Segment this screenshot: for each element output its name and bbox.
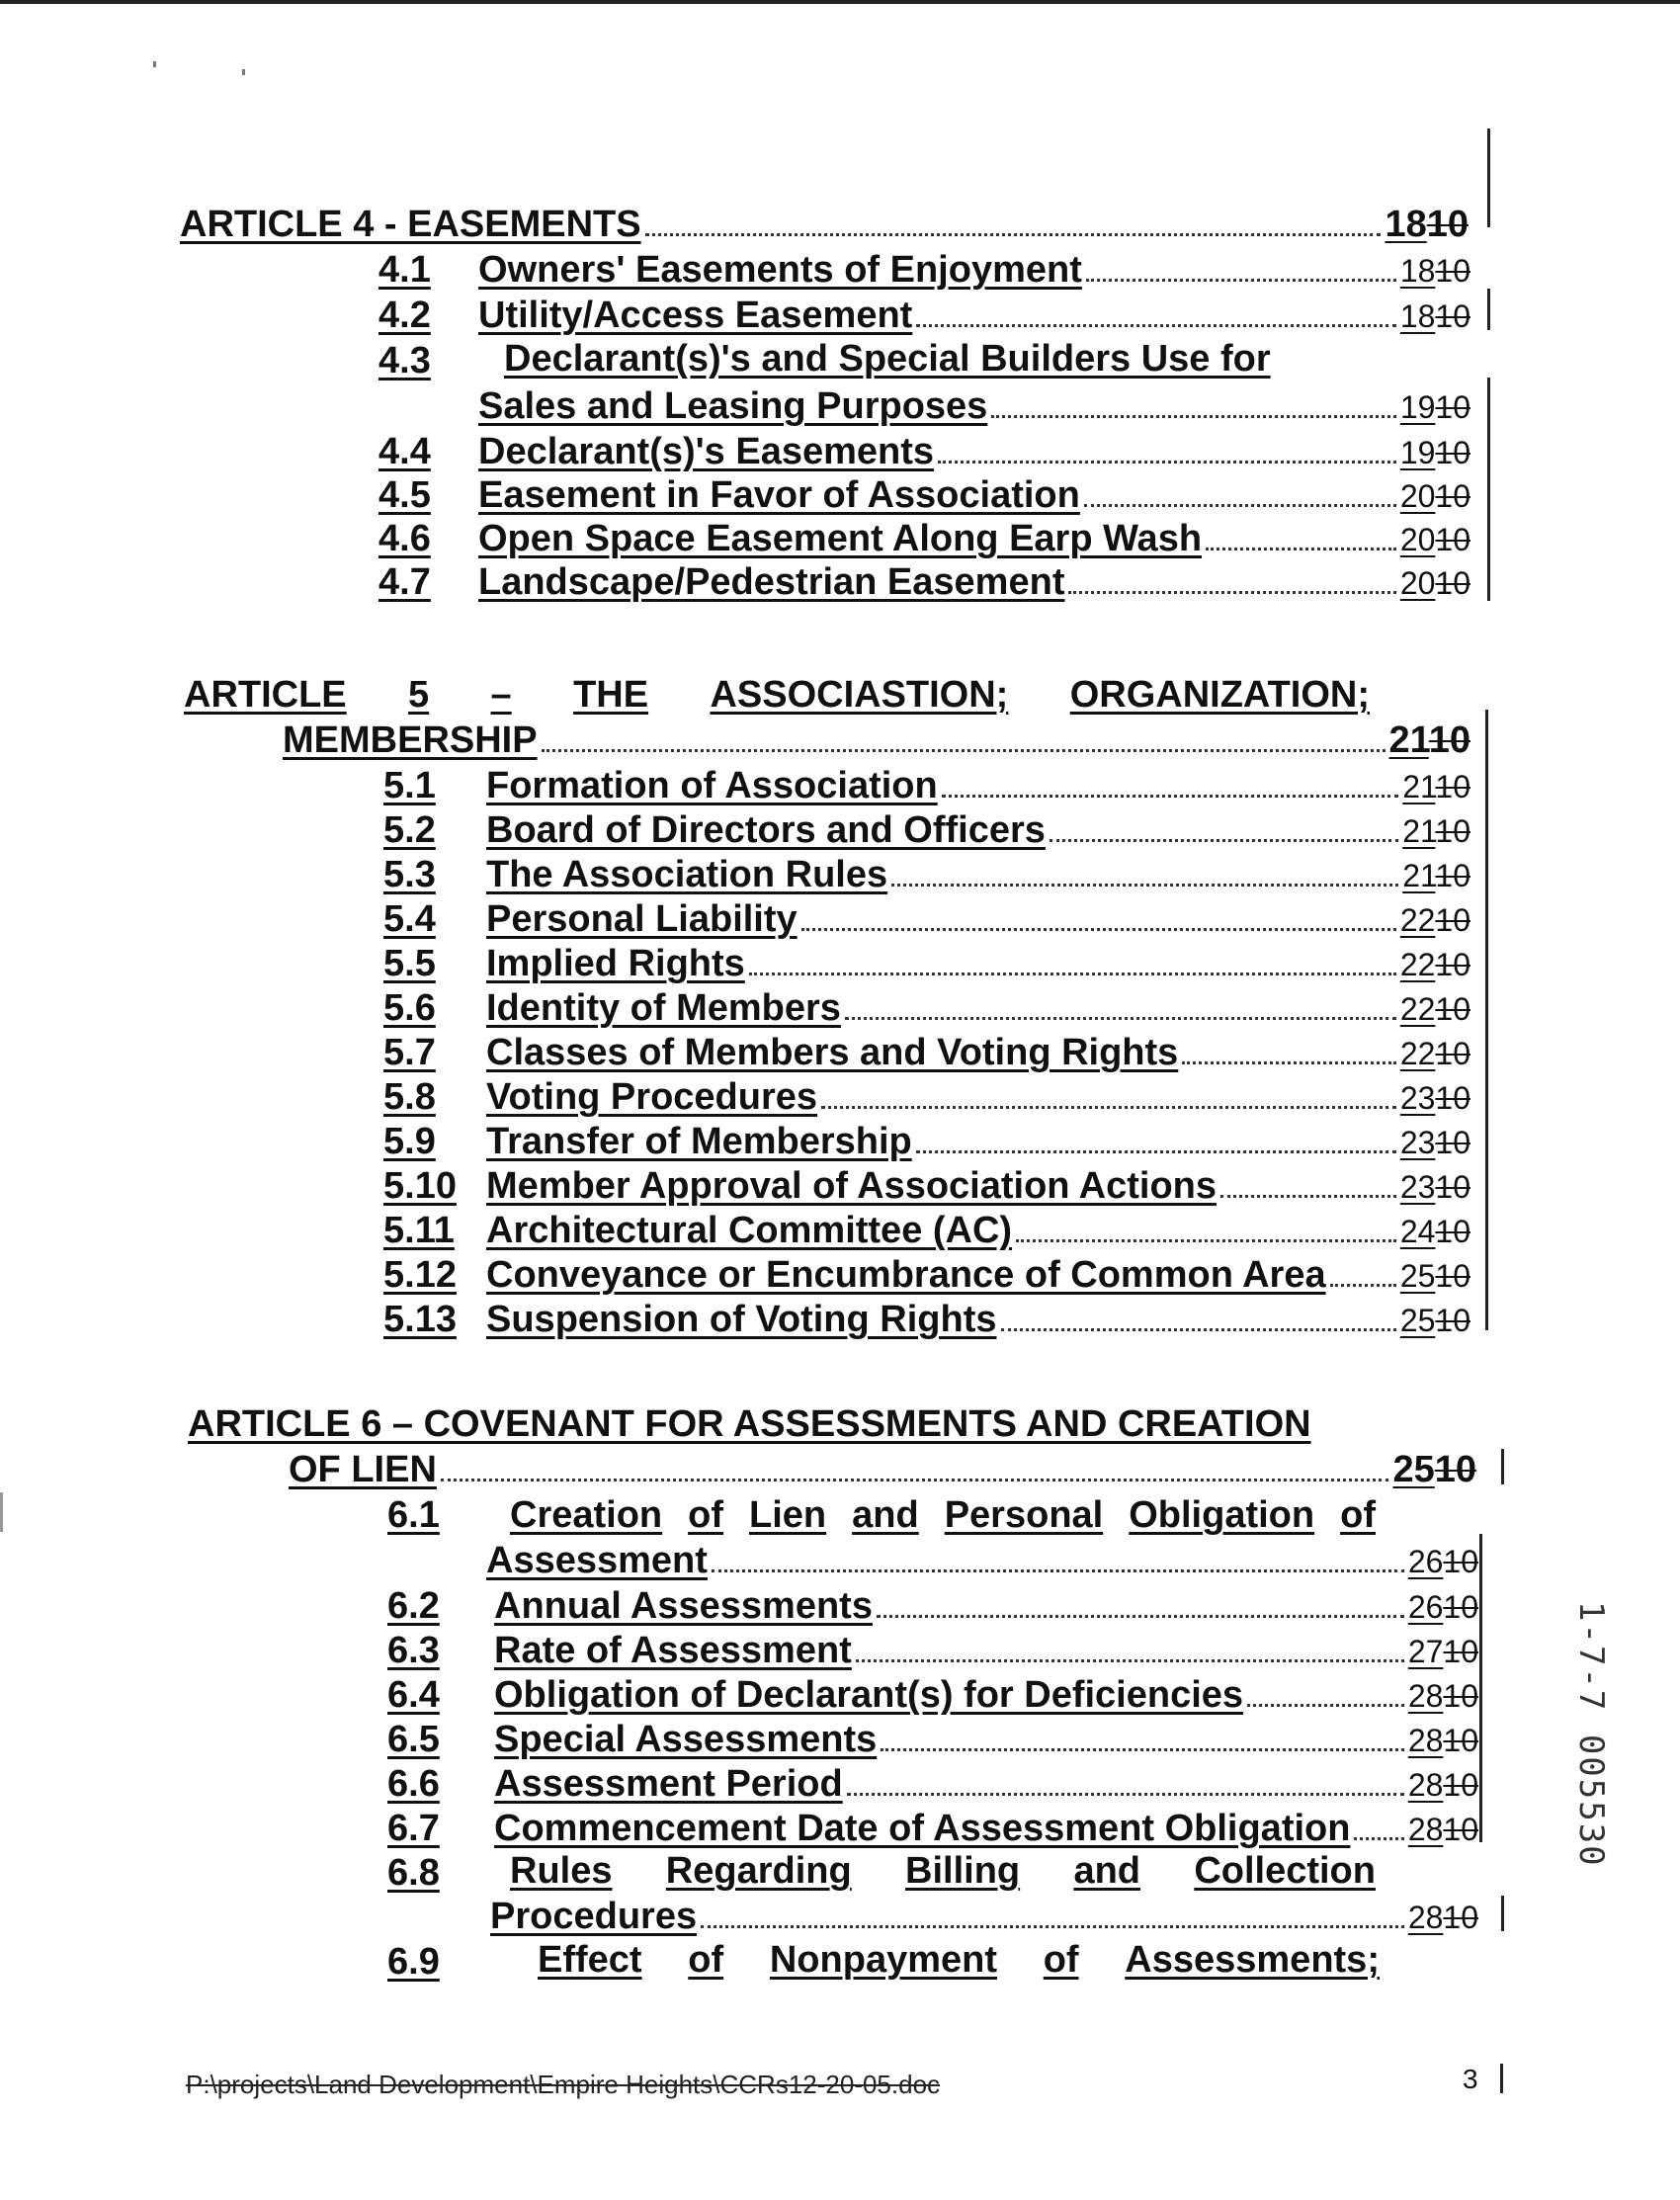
entry-title: Transfer of Membership bbox=[486, 1121, 912, 1162]
section-number: 5.6 bbox=[383, 987, 436, 1029]
toc-entry bbox=[486, 1297, 1470, 1343]
title-word: Creation bbox=[510, 1494, 663, 1536]
leader-dots bbox=[542, 749, 1386, 752]
entry-page: 2010 bbox=[1399, 565, 1470, 601]
scan-top-edge bbox=[0, 0, 1680, 4]
leader-dots bbox=[749, 973, 1396, 975]
change-bar bbox=[1500, 2064, 1503, 2093]
section-number: 4.4 bbox=[378, 431, 431, 472]
leader-dots bbox=[1354, 1837, 1403, 1840]
leader-dots bbox=[942, 795, 1398, 798]
article-6-heading-line1: ARTICLE 6 – COVENANT FOR ASSESSMENTS AND CREATION bbox=[188, 1403, 1311, 1445]
leader-dots bbox=[1330, 1284, 1396, 1287]
title-word: Lien bbox=[749, 1494, 827, 1536]
entry-page: 2410 bbox=[1399, 1214, 1470, 1249]
toc-entry bbox=[494, 1672, 1478, 1719]
leader-dots bbox=[1016, 1239, 1396, 1242]
title-word: Rules bbox=[510, 1850, 613, 1892]
entry-title: Owners' Easements of Enjoyment bbox=[478, 249, 1082, 291]
section-number: 4.1 bbox=[378, 249, 431, 291]
toc-entry bbox=[486, 1208, 1470, 1254]
bates-stamp: 1-7-7 005530 bbox=[1571, 1601, 1611, 1868]
toc-entry bbox=[478, 429, 1470, 475]
heading-word: ORGANIZATION; bbox=[1069, 674, 1370, 716]
title-word: Effect bbox=[538, 1939, 642, 1981]
scan-speck bbox=[242, 69, 245, 75]
section-number: 5.12 bbox=[383, 1254, 457, 1296]
title-word: of bbox=[688, 1494, 724, 1536]
section-number: 5.7 bbox=[383, 1032, 436, 1073]
toc-entry bbox=[486, 763, 1470, 809]
leader-dots bbox=[1247, 1704, 1404, 1707]
section-number: 5.13 bbox=[383, 1299, 457, 1340]
entry-page: 2210 bbox=[1399, 902, 1470, 938]
section-number: 5.5 bbox=[383, 943, 436, 984]
entry-title: Open Space Easement Along Earp Wash bbox=[478, 518, 1203, 559]
title-word: Collection bbox=[1194, 1850, 1376, 1892]
toc-entry bbox=[486, 896, 1470, 943]
leader-dots bbox=[847, 1793, 1404, 1796]
entry-page: 2110 bbox=[1402, 858, 1470, 893]
section-number: 6.2 bbox=[387, 1585, 440, 1627]
leader-dots bbox=[991, 415, 1396, 418]
toc-entry bbox=[486, 985, 1470, 1032]
entry-title: Utility/Access Easement bbox=[478, 295, 913, 336]
toc-entry bbox=[478, 293, 1470, 339]
entry-title: Annual Assessments bbox=[494, 1585, 873, 1627]
entry-title: Voting Procedures bbox=[486, 1076, 818, 1118]
section-number: 6.6 bbox=[387, 1763, 440, 1805]
heading-word: ASSOCIASTION; bbox=[710, 674, 1009, 716]
section-number: 6.4 bbox=[387, 1674, 440, 1716]
leader-dots bbox=[881, 1748, 1404, 1751]
leader-dots bbox=[1084, 504, 1396, 507]
title-word: and bbox=[1073, 1850, 1140, 1892]
entry-title-line1 bbox=[494, 1937, 1380, 1983]
entry-page: 2810 bbox=[1407, 1723, 1478, 1758]
title-word: Obligation bbox=[1129, 1494, 1315, 1536]
entry-page: 2310 bbox=[1399, 1169, 1470, 1205]
entry-title: Landscape/Pedestrian Easement bbox=[478, 561, 1065, 603]
toc-entry bbox=[478, 516, 1470, 562]
entry-title: Assessment Period bbox=[494, 1763, 843, 1805]
toc-entry bbox=[486, 807, 1470, 854]
entry-title-line1: Declarant(s)'s and Special Builders Use for bbox=[504, 338, 1271, 380]
leader-dots bbox=[701, 1925, 1404, 1928]
toc-entry bbox=[494, 1717, 1478, 1763]
toc-entry bbox=[478, 472, 1470, 519]
entry-page: 2810 bbox=[1407, 1900, 1478, 1935]
toc-entry bbox=[486, 941, 1470, 987]
toc-entry bbox=[486, 1163, 1470, 1210]
entry-title: Obligation of Declarant(s) for Deficiencies bbox=[494, 1674, 1244, 1716]
heading-word: – bbox=[490, 674, 512, 716]
section-number: 5.9 bbox=[383, 1121, 436, 1162]
leader-dots bbox=[877, 1615, 1404, 1618]
entry-page: 2210 bbox=[1399, 991, 1470, 1027]
entry-title: Commencement Date of Assessment Obligation bbox=[494, 1808, 1351, 1849]
entry-page: 2110 bbox=[1402, 813, 1470, 849]
change-bar bbox=[1501, 1449, 1504, 1484]
section-number: 5.4 bbox=[383, 898, 436, 940]
article-5-title: MEMBERSHIP bbox=[283, 719, 538, 761]
title-word: Assessments; bbox=[1125, 1939, 1380, 1981]
title-word: Billing bbox=[905, 1850, 1021, 1892]
entry-title-line1 bbox=[510, 1492, 1376, 1538]
leader-dots bbox=[1182, 1061, 1396, 1064]
entry-title: Formation of Association bbox=[486, 765, 938, 806]
leader-dots bbox=[1068, 591, 1395, 594]
leader-dots bbox=[821, 1106, 1396, 1109]
change-bar bbox=[1501, 1896, 1504, 1931]
leader-dots bbox=[891, 884, 1398, 887]
section-number: 5.1 bbox=[383, 765, 436, 806]
entry-page: 2010 bbox=[1399, 522, 1470, 557]
entry-title: Conveyance or Encumbrance of Common Area bbox=[486, 1254, 1326, 1296]
entry-title: Board of Directors and Officers bbox=[486, 809, 1046, 851]
toc-entry bbox=[486, 1030, 1470, 1076]
article-6-title: OF LIEN bbox=[289, 1449, 437, 1490]
leader-dots bbox=[645, 233, 1382, 236]
toc-entry bbox=[490, 1894, 1478, 1940]
title-word: of bbox=[1043, 1939, 1079, 1981]
section-number: 6.9 bbox=[387, 1941, 440, 1983]
entry-page: 2310 bbox=[1399, 1125, 1470, 1160]
entry-page: 2010 bbox=[1399, 478, 1470, 514]
entry-page: 2610 bbox=[1407, 1544, 1478, 1579]
toc-entry bbox=[486, 1538, 1478, 1584]
change-bar bbox=[1487, 289, 1490, 330]
entry-title: Special Assessments bbox=[494, 1719, 878, 1760]
entry-title: Declarant(s)'s Easements bbox=[478, 431, 935, 472]
toc-entry bbox=[486, 1252, 1470, 1299]
leader-dots bbox=[1050, 839, 1398, 842]
entry-title: Personal Liability bbox=[486, 898, 798, 940]
entry-title: Easement in Favor of Association bbox=[478, 474, 1080, 516]
heading-word: THE bbox=[573, 674, 649, 716]
section-number: 4.5 bbox=[378, 474, 431, 516]
entry-title: Member Approval of Association Actions bbox=[486, 1165, 1217, 1207]
leader-dots bbox=[845, 1017, 1396, 1020]
entry-page: 1810 bbox=[1399, 253, 1470, 289]
leader-dots bbox=[1001, 1328, 1396, 1331]
article-4-title: ARTICLE 4 - EASEMENTS bbox=[180, 204, 641, 245]
change-bar bbox=[1479, 1534, 1482, 1842]
scan-edge-mark bbox=[0, 1492, 3, 1532]
leader-dots bbox=[1086, 279, 1396, 282]
article-4-heading bbox=[180, 202, 1469, 247]
section-number: 6.1 bbox=[387, 1494, 440, 1536]
article-6-heading bbox=[289, 1447, 1476, 1492]
change-bar bbox=[1487, 128, 1490, 227]
entry-title: Suspension of Voting Rights bbox=[486, 1299, 997, 1340]
entry-page: 2210 bbox=[1399, 1036, 1470, 1071]
entry-page: 1910 bbox=[1399, 435, 1470, 470]
entry-page: 2510 bbox=[1399, 1303, 1470, 1338]
entry-page: 1810 bbox=[1399, 298, 1470, 334]
entry-title: Implied Rights bbox=[486, 943, 745, 984]
section-number: 5.2 bbox=[383, 809, 436, 851]
leader-dots bbox=[916, 1150, 1396, 1153]
section-number: 4.7 bbox=[378, 561, 431, 603]
toc-entry bbox=[486, 1119, 1470, 1165]
entry-title: Rate of Assessment bbox=[494, 1630, 852, 1671]
section-number: 4.3 bbox=[378, 340, 431, 381]
entry-page: 1910 bbox=[1399, 389, 1470, 425]
title-word: and bbox=[852, 1494, 919, 1536]
section-number: 5.11 bbox=[383, 1210, 455, 1251]
entry-title-line1 bbox=[510, 1848, 1376, 1894]
toc-entry bbox=[494, 1761, 1478, 1808]
leader-dots bbox=[916, 324, 1395, 327]
entry-page: 2510 bbox=[1399, 1258, 1470, 1294]
entry-page: 2810 bbox=[1407, 1812, 1478, 1847]
leader-dots bbox=[1206, 548, 1396, 550]
article-5-heading-line1 bbox=[184, 672, 1370, 718]
title-word: of bbox=[688, 1939, 724, 1981]
entry-title: Sales and Leasing Purposes bbox=[478, 385, 988, 427]
entry-page: 2610 bbox=[1407, 1589, 1478, 1625]
entry-page: 2810 bbox=[1407, 1767, 1478, 1803]
entry-page: 2310 bbox=[1399, 1080, 1470, 1116]
leader-dots bbox=[1220, 1195, 1396, 1198]
leader-dots bbox=[441, 1479, 1389, 1481]
section-number: 5.8 bbox=[383, 1076, 436, 1118]
toc-entry bbox=[494, 1628, 1478, 1674]
entry-title: The Association Rules bbox=[486, 854, 888, 895]
title-word: Regarding bbox=[665, 1850, 852, 1892]
entry-title: Assessment bbox=[486, 1540, 708, 1581]
article-4-page: 1810 bbox=[1385, 204, 1469, 245]
title-word: Nonpayment bbox=[769, 1939, 997, 1981]
toc-entry bbox=[486, 1074, 1470, 1121]
entry-page: 2210 bbox=[1399, 947, 1470, 982]
entry-page: 2710 bbox=[1407, 1634, 1478, 1669]
change-bar bbox=[1485, 710, 1488, 1330]
title-word: Personal bbox=[944, 1494, 1104, 1536]
entry-page: 2810 bbox=[1407, 1678, 1478, 1714]
entry-title: Identity of Members bbox=[486, 987, 841, 1029]
toc-entry bbox=[478, 559, 1470, 606]
section-number: 4.2 bbox=[378, 295, 431, 336]
page-number: 3 bbox=[1463, 2064, 1478, 2094]
scan-speck bbox=[153, 61, 156, 67]
article-6-page: 2510 bbox=[1392, 1449, 1476, 1490]
toc-entry bbox=[478, 247, 1470, 294]
toc-entry bbox=[494, 1806, 1478, 1852]
footer-file-path: P:\projects\Land Development\Empire Heights\CCRs12-20-05.doc bbox=[186, 2070, 941, 2099]
toc-entry bbox=[486, 852, 1470, 898]
article-5-page: 2110 bbox=[1388, 719, 1470, 761]
section-number: 6.5 bbox=[387, 1719, 440, 1760]
toc-entry bbox=[478, 383, 1470, 430]
leader-dots bbox=[856, 1659, 1404, 1662]
entry-title: Classes of Members and Voting Rights bbox=[486, 1032, 1179, 1073]
entry-title: Procedures bbox=[490, 1896, 698, 1937]
toc-entry bbox=[494, 1583, 1478, 1630]
section-number: 5.3 bbox=[383, 854, 436, 895]
heading-word: 5 bbox=[408, 674, 430, 716]
heading-word: ARTICLE bbox=[184, 674, 347, 716]
leader-dots bbox=[801, 928, 1396, 931]
change-bar bbox=[1487, 378, 1490, 601]
entry-title: Architectural Committee (AC) bbox=[486, 1210, 1013, 1251]
section-number: 4.6 bbox=[378, 518, 431, 559]
article-5-heading bbox=[283, 718, 1470, 763]
entry-page: 2110 bbox=[1402, 769, 1470, 804]
leader-dots bbox=[712, 1569, 1404, 1572]
section-number: 6.3 bbox=[387, 1630, 440, 1671]
title-word: of bbox=[1340, 1494, 1376, 1536]
section-number: 5.10 bbox=[383, 1165, 457, 1207]
section-number: 6.8 bbox=[387, 1852, 440, 1894]
section-number: 6.7 bbox=[387, 1808, 440, 1849]
leader-dots bbox=[938, 461, 1396, 464]
